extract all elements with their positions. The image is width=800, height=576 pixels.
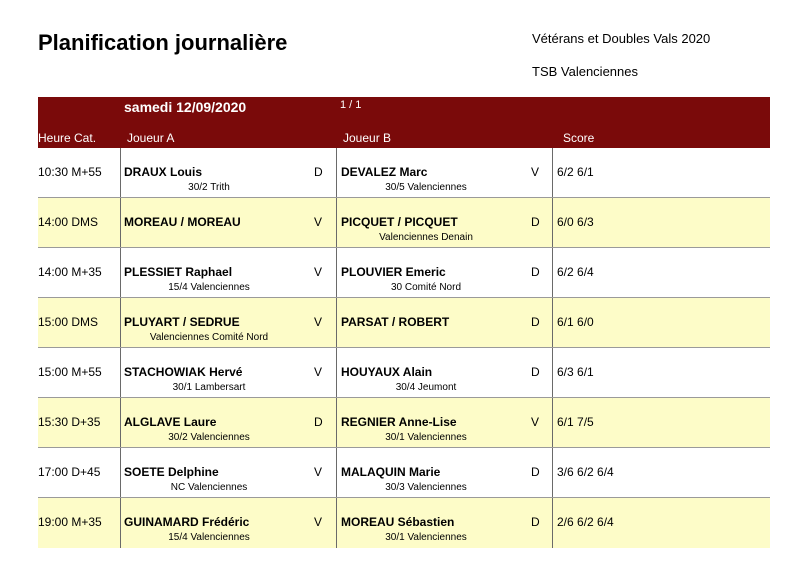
player-b-result: D [531, 215, 540, 229]
column-score: Score [563, 131, 595, 145]
player-b-info: 30 Comité Nord [390, 282, 462, 293]
match-score: 6/2 6/1 [557, 165, 594, 179]
player-b-result: D [531, 515, 540, 529]
column-divider [552, 398, 553, 447]
column-joueur-a: Joueur A [127, 131, 175, 145]
column-divider [552, 498, 553, 548]
player-b-name: DEVALEZ Marc [341, 165, 428, 179]
match-time-category: 10:30 M+55 [38, 165, 102, 179]
column-divider [120, 148, 121, 197]
match-row [38, 498, 770, 548]
page-title: Planification journalière [38, 30, 288, 55]
page-indicator: 1 / 1 [340, 99, 362, 111]
match-time-category: 19:00 M+35 [38, 515, 102, 529]
column-divider [120, 248, 121, 297]
schedule-date: samedi 12/09/2020 [124, 99, 247, 115]
column-divider [552, 198, 553, 247]
match-time-category: 15:30 D+35 [38, 415, 101, 429]
column-heure-cat: Heure Cat. [38, 131, 97, 145]
player-a-name: PLUYART / SEDRUE [124, 315, 240, 329]
match-list [38, 148, 770, 548]
player-a-result: V [314, 265, 323, 279]
player-b-result: D [531, 315, 540, 329]
column-divider [552, 148, 553, 197]
column-divider [120, 198, 121, 247]
column-divider [336, 348, 337, 397]
match-time-category: 15:00 M+55 [38, 365, 102, 379]
player-a-info: 30/1 Lambersart [172, 382, 246, 393]
player-a-name: SOETE Delphine [124, 465, 219, 479]
match-row [38, 148, 770, 198]
column-divider [336, 198, 337, 247]
player-a-result: V [314, 465, 323, 479]
player-b-result: V [531, 165, 540, 179]
player-a-name: GUINAMARD Frédéric [124, 515, 250, 529]
player-b-result: D [531, 365, 540, 379]
match-score: 6/2 6/4 [557, 265, 594, 279]
player-a-result: V [314, 315, 323, 329]
player-a-name: ALGLAVE Laure [124, 415, 217, 429]
player-b-info: 30/4 Jeumont [395, 382, 457, 393]
player-a-result: D [314, 165, 323, 179]
column-divider [336, 498, 337, 548]
match-time-category: 14:00 M+35 [38, 265, 102, 279]
player-b-info: 30/3 Valenciennes [385, 482, 467, 493]
player-a-info: 15/4 Valenciennes [168, 532, 250, 543]
column-divider [120, 398, 121, 447]
match-score: 6/3 6/1 [557, 365, 594, 379]
player-b-name: MALAQUIN Marie [341, 465, 441, 479]
player-a-name: STACHOWIAK Hervé [124, 365, 243, 379]
player-a-info: 30/2 Trith [188, 182, 230, 193]
player-b-name: PARSAT / ROBERT [341, 315, 450, 329]
player-b-result: V [531, 415, 540, 429]
column-divider [552, 448, 553, 497]
column-divider [336, 448, 337, 497]
column-divider [552, 348, 553, 397]
player-b-info: 30/1 Valenciennes [385, 432, 467, 443]
player-a-info: 30/2 Valenciennes [168, 432, 250, 443]
player-a-result: D [314, 415, 323, 429]
match-time-category: 15:00 DMS [38, 315, 99, 329]
column-joueur-b: Joueur B [343, 131, 392, 145]
player-a-result: V [314, 515, 323, 529]
player-b-name: MOREAU Sébastien [341, 515, 455, 529]
player-b-info: 30/5 Valenciennes [385, 182, 467, 193]
player-a-info: 15/4 Valenciennes [168, 282, 250, 293]
column-divider [552, 298, 553, 347]
player-b-result: D [531, 265, 540, 279]
column-divider [120, 298, 121, 347]
match-score: 6/0 6/3 [557, 215, 594, 229]
column-divider [552, 248, 553, 297]
match-time-category: 14:00 DMS [38, 215, 99, 229]
player-b-name: REGNIER Anne-Lise [341, 415, 457, 429]
match-row [38, 248, 770, 298]
match-score: 6/1 6/0 [557, 315, 594, 329]
match-score: 3/6 6/2 6/4 [557, 465, 614, 479]
column-divider [336, 298, 337, 347]
match-score: 2/6 6/2 6/4 [557, 515, 614, 529]
player-a-result: V [314, 215, 323, 229]
match-row [38, 398, 770, 448]
player-a-name: PLESSIET Raphael [124, 265, 233, 279]
match-row [38, 298, 770, 348]
column-divider [336, 248, 337, 297]
column-divider [336, 148, 337, 197]
match-time-category: 17:00 D+45 [38, 465, 101, 479]
player-a-result: V [314, 365, 323, 379]
match-row [38, 198, 770, 248]
column-divider [336, 398, 337, 447]
match-row [38, 348, 770, 398]
column-divider [120, 348, 121, 397]
match-score: 6/1 7/5 [557, 415, 594, 429]
player-b-info: Valenciennes Denain [379, 232, 473, 243]
player-b-result: D [531, 465, 540, 479]
match-row [38, 448, 770, 498]
player-b-info: 30/1 Valenciennes [385, 532, 467, 543]
player-b-name: HOUYAUX Alain [341, 365, 433, 379]
player-b-name: PLOUVIER Emeric [341, 265, 446, 279]
column-divider [120, 498, 121, 548]
schedule-header [38, 97, 770, 148]
column-divider [120, 448, 121, 497]
club-name: TSB Valenciennes [532, 64, 638, 79]
event-name: Vétérans et Doubles Vals 2020 [532, 31, 711, 46]
player-a-name: MOREAU / MOREAU [124, 215, 241, 229]
player-a-name: DRAUX Louis [124, 165, 202, 179]
player-a-info: NC Valenciennes [170, 482, 248, 493]
player-a-info: Valenciennes Comité Nord [149, 332, 269, 343]
player-b-name: PICQUET / PICQUET [341, 215, 458, 229]
